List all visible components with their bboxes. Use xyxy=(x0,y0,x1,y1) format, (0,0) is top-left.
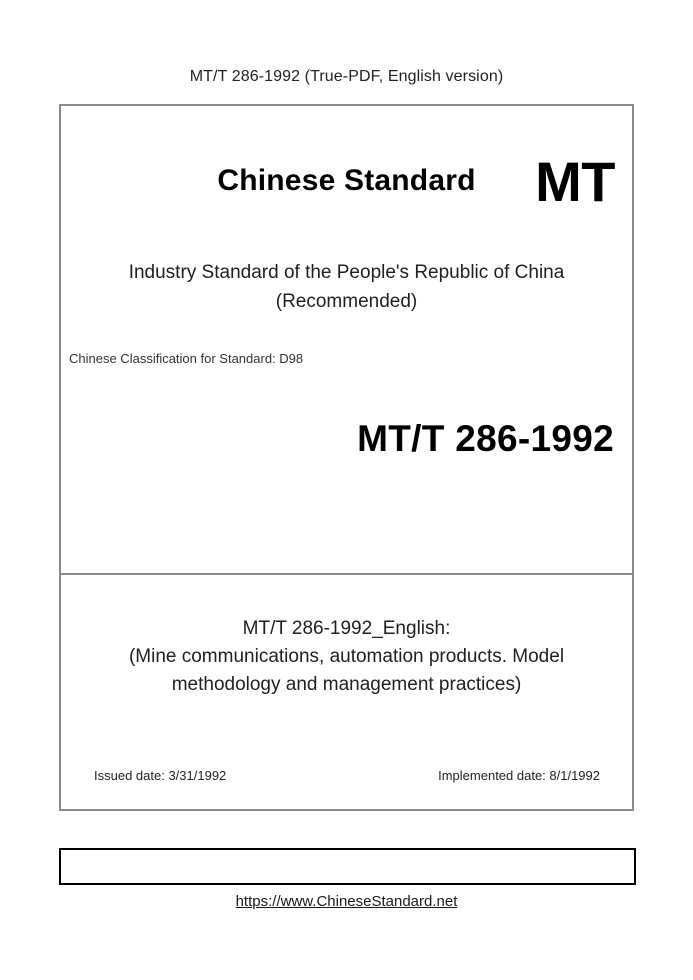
mt-logo-mark: MT xyxy=(535,150,615,213)
document-title-line-2: (Mine communications, automation products. Model xyxy=(128,646,565,667)
date-row xyxy=(61,768,632,786)
chinese-standard-website-link[interactable]: https://www.ChineseStandard.net xyxy=(235,893,458,910)
document-title-line-3: methodology and management practices) xyxy=(171,674,522,695)
chinese-standard-heading: Chinese Standard xyxy=(217,164,476,197)
chinese-classification-code: Chinese Classification for Standard: D98 xyxy=(69,351,304,366)
brand-row xyxy=(61,152,632,216)
implemented-date: Implemented date: 8/1/1992 xyxy=(438,768,600,783)
standard-cover-box xyxy=(59,104,634,811)
issued-date: Issued date: 3/31/1992 xyxy=(94,768,227,783)
footer-bar xyxy=(59,848,636,885)
standard-number: MT/T 286-1992 xyxy=(357,418,614,459)
page-header-title: MT/T 286-1992 (True-PDF, English version) xyxy=(189,68,504,85)
issuing-authority-block xyxy=(61,258,632,316)
cover-upper-panel xyxy=(61,106,632,575)
issuing-authority-line-1: Industry Standard of the People's Republic of China xyxy=(128,262,565,283)
cover-lower-panel xyxy=(61,575,632,809)
issuing-authority-line-2: (Recommended) xyxy=(275,291,418,312)
document-title-line-1: MT/T 286-1992_English: xyxy=(242,618,451,639)
document-title-block xyxy=(61,615,632,699)
